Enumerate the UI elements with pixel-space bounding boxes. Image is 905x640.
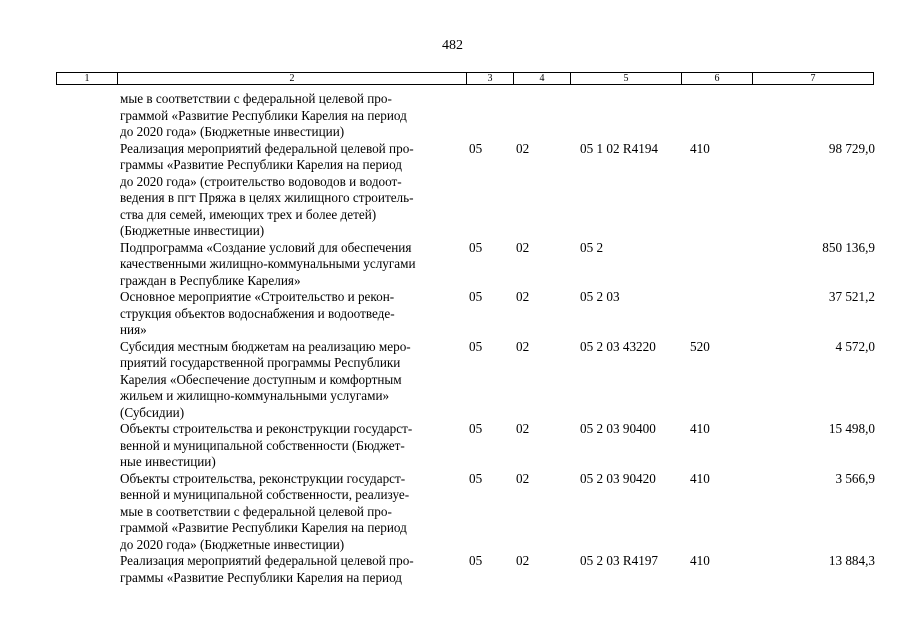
column-header-4: 4 [514, 73, 571, 85]
row-expense-type: 410 [690, 140, 710, 156]
column-header-6: 6 [682, 73, 753, 85]
row-amount: 4 572,0 [835, 338, 875, 354]
row-description: Реализация мероприятий федеральной целевой про- граммы «Развитие Республики Карелия на период до 2020 года» (строительство водоводов и водоот- ведения в пгт Пряжа в целях жилищного строитель- ства для семей, имеющих трех и более детей) (Бюджетные инвестиции) [120, 140, 414, 238]
row-target-article: 05 2 03 R4197 [580, 553, 659, 568]
row-amount: 37 521,2 [828, 289, 875, 304]
table-row [0, 91, 905, 141]
table-row [0, 471, 905, 554]
column-header-1: 1 [57, 73, 118, 85]
table-row [0, 421, 905, 471]
column-header-5: 5 [571, 73, 682, 85]
row-section-code: 05 [469, 239, 483, 255]
row-description: Подпрограмма «Создание условий для обеспечения качественными жилищно-коммунальными услугами граждан в Республике Карелия» [120, 239, 416, 288]
row-expense-type: 410 [690, 421, 710, 436]
row-target-article: 05 2 [580, 239, 604, 255]
table-row [0, 240, 905, 290]
row-description: мые в соответствии с федеральной целевой про- граммой «Развитие Республики Карелия на период до 2020 года» (Бюджетные инвестиции) [120, 91, 407, 139]
row-section-code: 05 [469, 140, 483, 156]
row-target-article: 05 1 02 R4194 [580, 140, 659, 156]
row-amount: 13 884,3 [828, 553, 875, 568]
table-row [0, 339, 905, 422]
row-target-article: 05 2 03 90420 [580, 470, 656, 486]
row-target-article: 05 2 03 [580, 289, 620, 304]
row-expense-type: 410 [690, 553, 710, 568]
row-section-code: 05 [469, 289, 483, 304]
row-subsection-code: 02 [516, 421, 530, 436]
row-target-article: 05 2 03 90400 [580, 421, 656, 436]
row-amount: 15 498,0 [828, 421, 875, 436]
row-amount: 98 729,0 [828, 140, 875, 156]
row-description: Реализация мероприятий федеральной целевой про- граммы «Развитие Республики Карелия на период [120, 553, 414, 585]
table-row [0, 141, 905, 240]
row-description: Объекты строительства и реконструкции государст- венной и муниципальной собственности (Бюджет- ные инвестиции) [120, 421, 413, 469]
row-subsection-code: 02 [516, 470, 530, 486]
table-row [0, 553, 905, 586]
row-section-code: 05 [469, 553, 483, 568]
row-target-article: 05 2 03 43220 [580, 338, 656, 354]
column-header-row [57, 73, 874, 85]
row-subsection-code: 02 [516, 239, 530, 255]
column-header-table [56, 72, 874, 85]
row-subsection-code: 02 [516, 289, 530, 304]
table-row [0, 289, 905, 339]
row-expense-type: 410 [690, 470, 710, 486]
row-description: Субсидия местным бюджетам на реализацию меро- приятий государственной программы Республики Карелия «Обеспечение доступным и комфортным жильем и жилищно-коммунальными услугами» (Субсидии) [120, 338, 411, 420]
row-amount: 3 566,9 [835, 470, 875, 486]
column-header-7: 7 [753, 73, 874, 85]
row-subsection-code: 02 [516, 140, 530, 156]
page-number: 482 [442, 38, 463, 53]
row-expense-type: 520 [690, 338, 710, 354]
row-amount: 850 136,9 [822, 239, 875, 255]
column-header-2: 2 [118, 73, 467, 85]
row-description: Основное мероприятие «Строительство и рекон- струкция объектов водоснабжения и водоотведе- ния» [120, 289, 395, 337]
row-subsection-code: 02 [516, 553, 530, 568]
row-description: Объекты строительства, реконструкции государст- венной и муниципальной собственности, реализуе- мые в соответствии с федеральной целевой про- граммой «Развитие Республики Карелия на период до 2020 года» (Бюджетные инвестиции) [120, 470, 410, 552]
table-body [0, 91, 905, 586]
row-section-code: 05 [469, 470, 483, 486]
row-subsection-code: 02 [516, 338, 530, 354]
row-section-code: 05 [469, 338, 483, 354]
row-section-code: 05 [469, 421, 483, 436]
column-header-3: 3 [467, 73, 514, 85]
